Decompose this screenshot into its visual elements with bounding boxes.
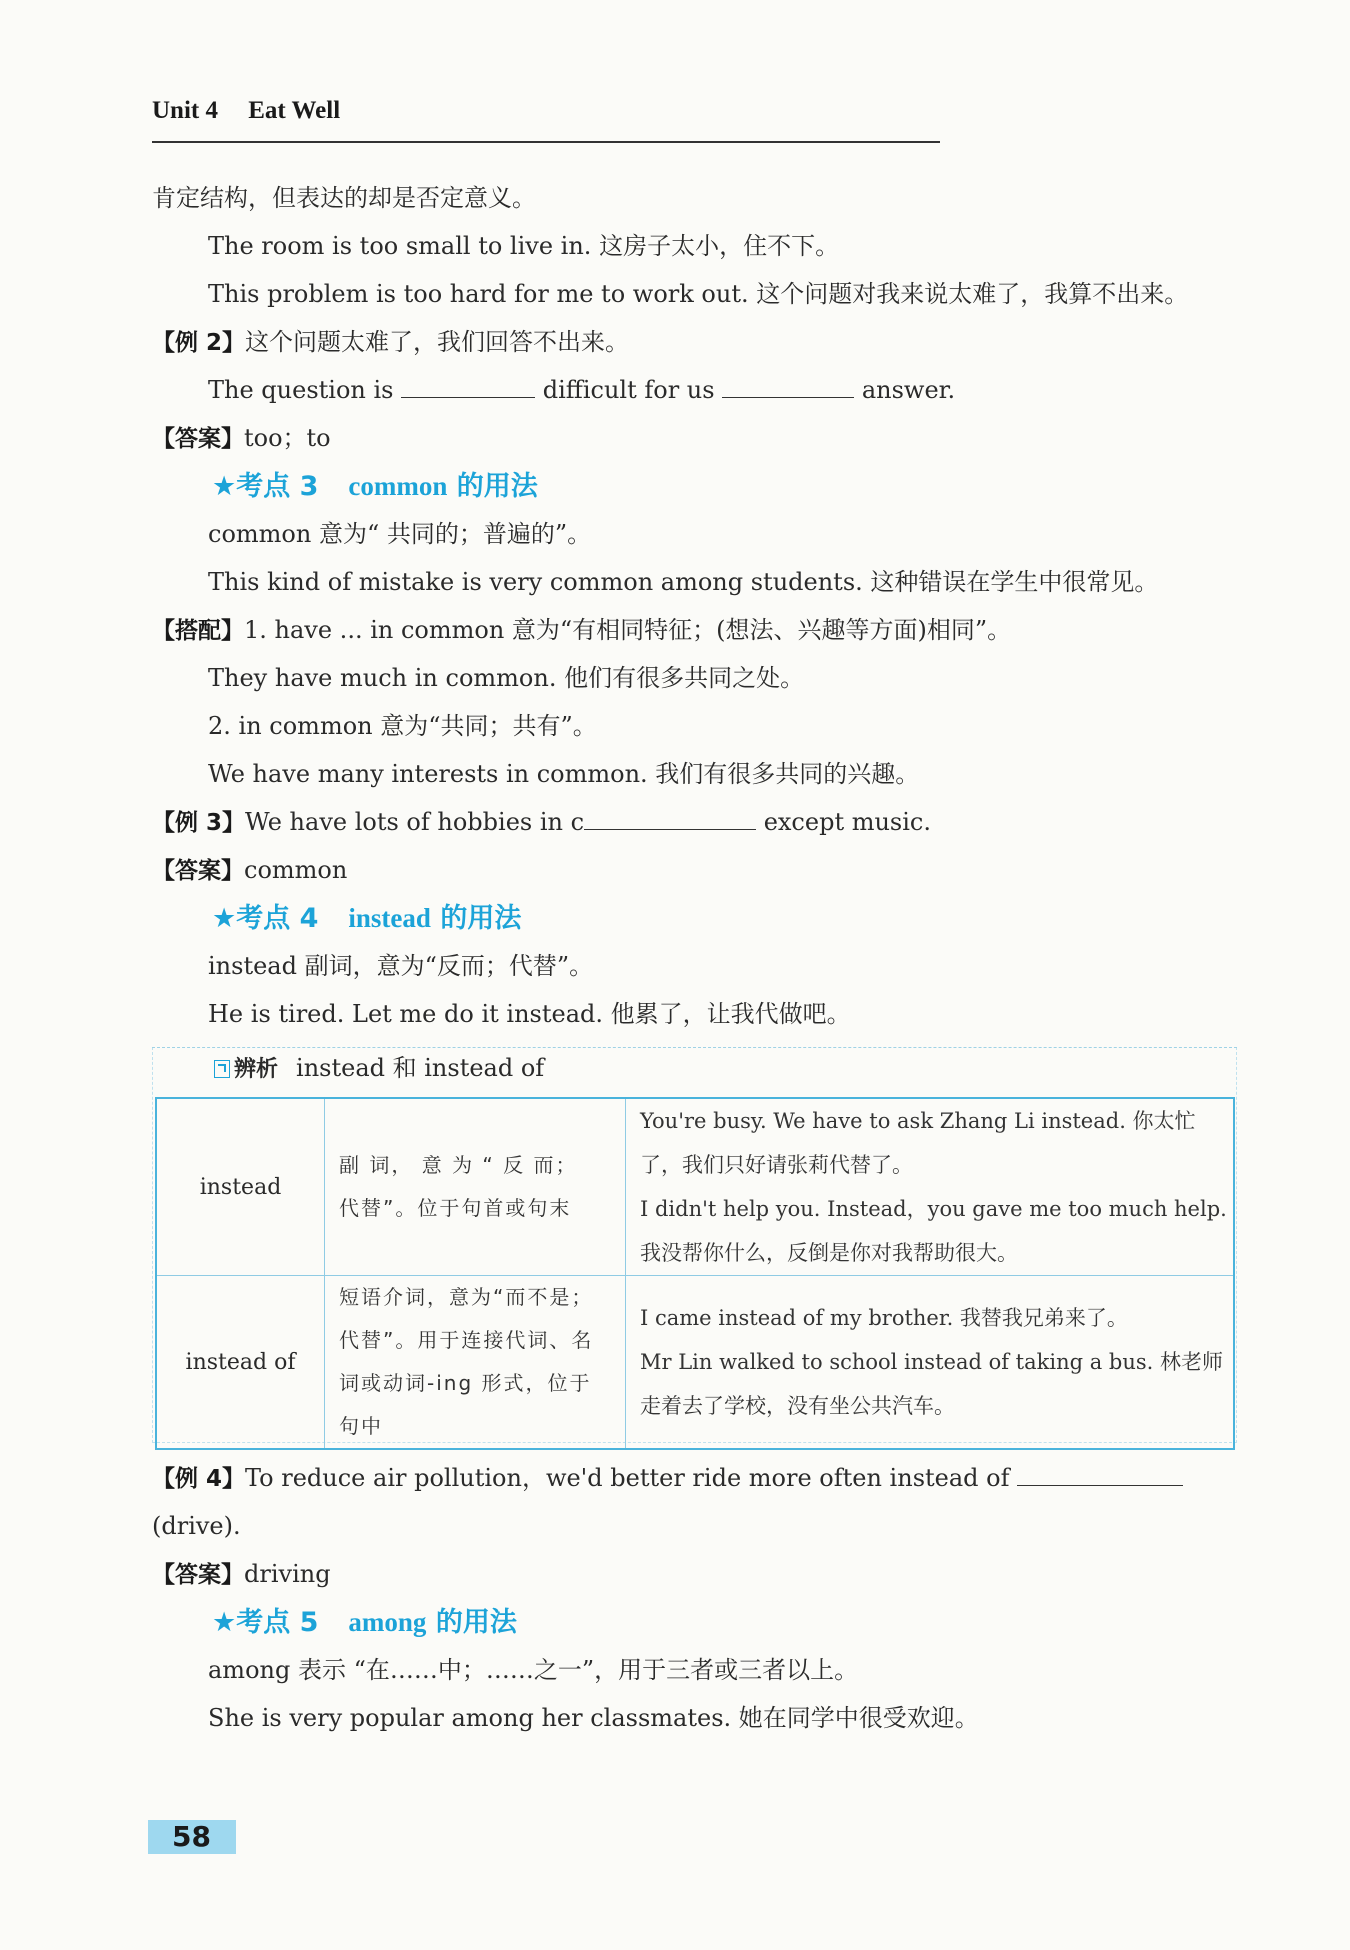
answer-line [152,846,1252,894]
example-line: I didn't help you. Instead，you gave me too much help. [640,1197,1227,1221]
definition: instead 副词，意为“反而；代替”。 [208,952,594,980]
question-text: difficult for us [535,376,723,404]
question-text: except music. [756,808,931,836]
example-line: 了，我们只好请张莉代替了。 [640,1153,913,1177]
bianxi-label: 辨析 [234,1057,279,1082]
arrow-box-icon [214,1060,230,1078]
answer-blank[interactable] [722,373,854,398]
example-sentence: We have many interests in common. 我们有很多共同的兴趣。 [208,760,920,788]
example-sentence: They have much in common. 他们有很多共同之处。 [208,664,805,692]
example-tag: 【例 2】 [152,330,246,356]
bianxi-heading [152,1047,1237,1086]
example-line: Mr Lin walked to school instead of taking a bus. 林老师 [640,1350,1224,1374]
example-sentence: She is very popular among her classmates. 她在同学中很受欢迎。 [208,1704,979,1732]
example-tag: 【例 3】 [152,810,246,836]
definition: among 表示 “在……中；……之一”，用于三者或三者以上。 [208,1656,859,1684]
examples-cell [626,1276,1235,1450]
kaodian-word: instead [348,903,431,933]
usage-line: 代替”。位于句首或句末 [339,1196,572,1220]
collocation-text: 1. have ... in common 意为“有相同特征；(想法、兴趣等方面)相同”。 [244,616,1012,644]
kaodian-3-heading [152,462,1252,510]
example-sentence: The room is too small to live in. 这房子太小，住不下。 [208,232,840,260]
question-text: The question is [208,376,402,404]
comparison-table [155,1097,1235,1450]
answer-blank[interactable] [584,805,756,830]
kaodian-word: among [348,1607,427,1637]
usage-line: 句中 [339,1414,383,1438]
kaodian-star-label: ★考点 3 [212,471,319,502]
bianxi-title: instead 和 instead of [296,1054,545,1082]
kaodian-suffix: 的用法 [426,1607,517,1638]
example-2-prompt [152,318,1252,366]
table-row [156,1098,1234,1276]
kaodian-suffix: 的用法 [447,471,538,502]
answer-blank[interactable] [401,373,535,398]
usage-line: 短语介词，意为“而不是； [339,1285,594,1309]
unit-title: Eat Well [248,97,341,124]
answer-text: common [244,856,348,884]
example-line: 我没帮你什么，反倒是你对我帮助很大。 [640,1241,1018,1265]
word-cell: instead of [156,1276,325,1450]
text-line: 肯定结构，但表达的却是否定意义。 [152,184,536,212]
question-text: answer. [854,376,956,404]
kaodian-star-label: ★考点 5 [212,1607,319,1638]
page-number: 58 [148,1820,236,1854]
collocation-tag: 【搭配】 [152,618,244,644]
header-rule [152,141,940,143]
table-row [156,1276,1234,1450]
answer-tag: 【答案】 [152,1562,244,1588]
kaodian-star-label: ★考点 4 [212,903,319,934]
answer-line [152,414,1252,462]
example-line: I came instead of my brother. 我替我兄弟来了。 [640,1306,1128,1330]
collocation-text: 2. in common 意为“共同；共有”。 [208,712,597,740]
answer-text: too；to [244,424,331,452]
example-3-question [152,798,1252,846]
word-cell: instead [156,1098,325,1276]
usage-cell [325,1276,626,1450]
example-2-question [152,366,1252,414]
usage-line: 代替”。用于连接代词、名 [339,1328,594,1352]
usage-line: 副 词， 意 为 “ 反 而； [339,1153,578,1177]
example-2-text: 这个问题太难了，我们回答不出来。 [245,328,630,356]
usage-cell [325,1098,626,1276]
kaodian-word: common [348,471,448,501]
question-text: To reduce air pollution，we'd better ride more often instead of [245,1464,1018,1492]
kaodian-suffix: 的用法 [430,903,522,934]
kaodian-4-heading [152,894,1252,942]
example-sentence: He is tired. Let me do it instead. 他累了，让我代做吧。 [208,1000,851,1028]
usage-line: 词或动词-ing 形式，位于 [339,1371,592,1395]
example-line: You're busy. We have to ask Zhang Li instead. 你太忙 [640,1109,1196,1133]
answer-line [152,1551,1252,1599]
collocation-line [152,606,1252,654]
example-sentence: This problem is too hard for me to work out. 这个问题对我来说太难了，我算不出来。 [208,280,1189,308]
after-table-content [152,1455,1252,1743]
definition: common 意为“ 共同的；普遍的”。 [208,520,592,548]
example-line: 走着去了学校，没有坐公共汽车。 [640,1394,955,1418]
question-continuation: (drive). [152,1512,241,1540]
example-tag: 【例 4】 [152,1466,246,1492]
question-text: We have lots of hobbies in c [245,808,585,836]
kaodian-5-heading [152,1599,1252,1647]
unit-label: Unit 4 [152,97,218,124]
running-header [152,97,940,125]
answer-blank[interactable] [1017,1461,1183,1486]
main-content [152,174,1252,1038]
answer-text: driving [244,1560,331,1588]
examples-cell [626,1098,1235,1276]
answer-tag: 【答案】 [152,426,244,452]
example-4-question [152,1455,1252,1503]
example-sentence: This kind of mistake is very common among students. 这种错误在学生中很常见。 [208,568,1159,596]
answer-tag: 【答案】 [152,858,244,884]
